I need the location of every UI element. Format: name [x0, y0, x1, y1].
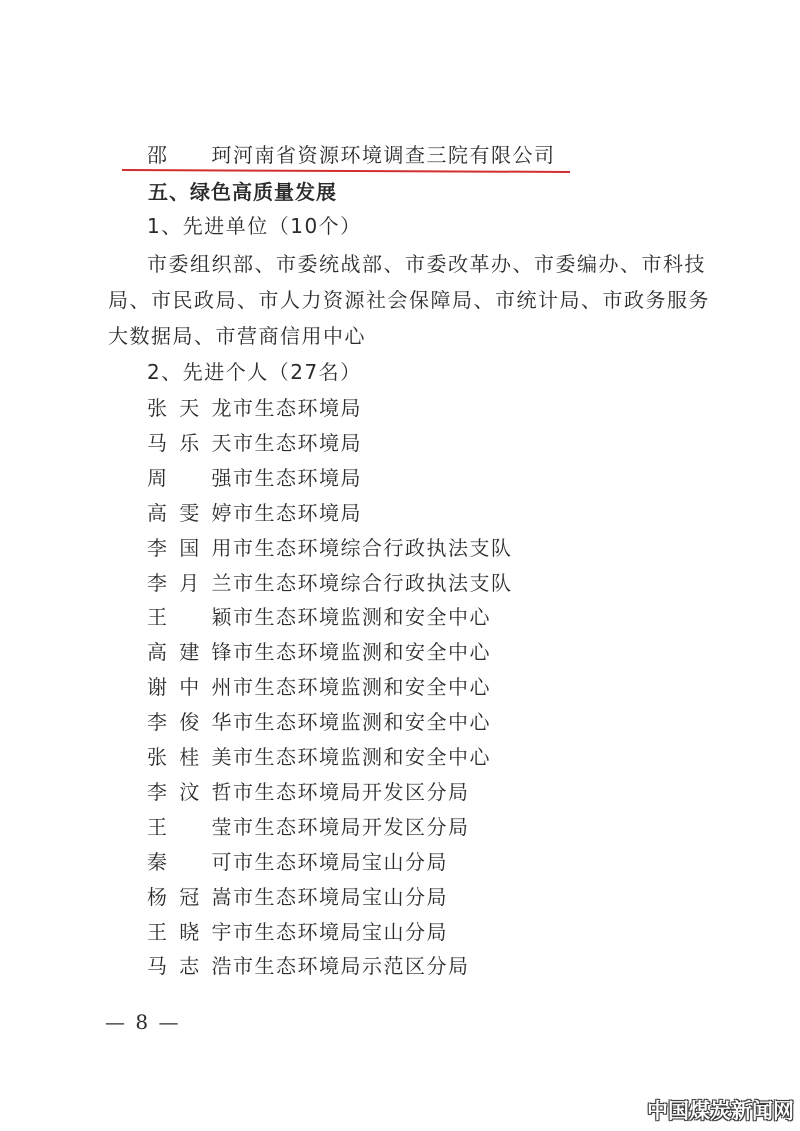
person-name: 高建锋 [147, 640, 233, 664]
list-item [147, 501, 362, 525]
person-unit: 市生态环境局 [233, 501, 362, 525]
person-name: 王晓宇 [147, 920, 233, 944]
person-name: 周 强 [147, 466, 233, 490]
list-item [147, 745, 491, 769]
person-unit: 市生态环境局开发区分局 [233, 815, 470, 839]
units-text-line-3: 大数据局、市营商信用中心 [108, 324, 366, 348]
red-underline-mark [122, 169, 570, 173]
list-item [147, 815, 470, 839]
list-item [147, 431, 362, 455]
person-name: 王 颖 [147, 605, 233, 629]
list-item [147, 571, 513, 595]
person-name: 李汶哲 [147, 780, 233, 804]
person-unit: 市生态环境局宝山分局 [233, 885, 448, 909]
list-item [147, 954, 470, 978]
person-unit: 市生态环境监测和安全中心 [233, 640, 491, 664]
person-name: 张桂美 [147, 745, 233, 769]
person-name: 邵 珂 [147, 143, 233, 167]
carry-over-entry [147, 143, 556, 167]
list-item [147, 536, 513, 560]
units-text-line-1: 市委组织部、市委统战部、市委改革办、市委编办、市科技 [147, 252, 706, 276]
units-subheading: 1、先进单位（10个） [147, 214, 362, 238]
person-name: 张天龙 [147, 396, 233, 420]
page-number: — 8 — [105, 1010, 181, 1034]
watermark-logo: 中国煤炭新闻网 [647, 1099, 794, 1123]
person-name: 马乐天 [147, 431, 233, 455]
list-item [147, 640, 491, 664]
list-item [147, 780, 470, 804]
person-unit: 河南省资源环境调查三院有限公司 [233, 143, 556, 167]
person-name: 王 莹 [147, 815, 233, 839]
person-unit: 市生态环境监测和安全中心 [233, 745, 491, 769]
person-unit: 市生态环境综合行政执法支队 [233, 571, 513, 595]
person-unit: 市生态环境局示范区分局 [233, 954, 470, 978]
person-unit: 市生态环境监测和安全中心 [233, 605, 491, 629]
person-unit: 市生态环境局宝山分局 [233, 850, 448, 874]
person-name: 李月兰 [147, 571, 233, 595]
person-name: 马志浩 [147, 954, 233, 978]
list-item [147, 466, 362, 490]
person-name: 李国用 [147, 536, 233, 560]
list-item [147, 396, 362, 420]
individuals-subheading: 2、先进个人（27名） [147, 360, 362, 384]
person-name: 高雯婷 [147, 501, 233, 525]
list-item [147, 920, 448, 944]
section-heading: 五、绿色高质量发展 [148, 180, 337, 204]
list-item [147, 710, 491, 734]
units-text-line-2: 局、市民政局、市人力资源社会保障局、市统计局、市政务服务 [108, 288, 710, 312]
person-name: 谢中州 [147, 675, 233, 699]
person-unit: 市生态环境监测和安全中心 [233, 710, 491, 734]
person-unit: 市生态环境局 [233, 431, 362, 455]
person-unit: 市生态环境局开发区分局 [233, 780, 470, 804]
person-unit: 市生态环境局 [233, 396, 362, 420]
person-name: 李俊华 [147, 710, 233, 734]
person-unit: 市生态环境监测和安全中心 [233, 675, 491, 699]
person-unit: 市生态环境综合行政执法支队 [233, 536, 513, 560]
list-item [147, 605, 491, 629]
person-name: 杨冠嵩 [147, 885, 233, 909]
list-item [147, 675, 491, 699]
list-item [147, 850, 448, 874]
person-name: 秦 可 [147, 850, 233, 874]
person-unit: 市生态环境局宝山分局 [233, 920, 448, 944]
list-item [147, 885, 448, 909]
person-unit: 市生态环境局 [233, 466, 362, 490]
